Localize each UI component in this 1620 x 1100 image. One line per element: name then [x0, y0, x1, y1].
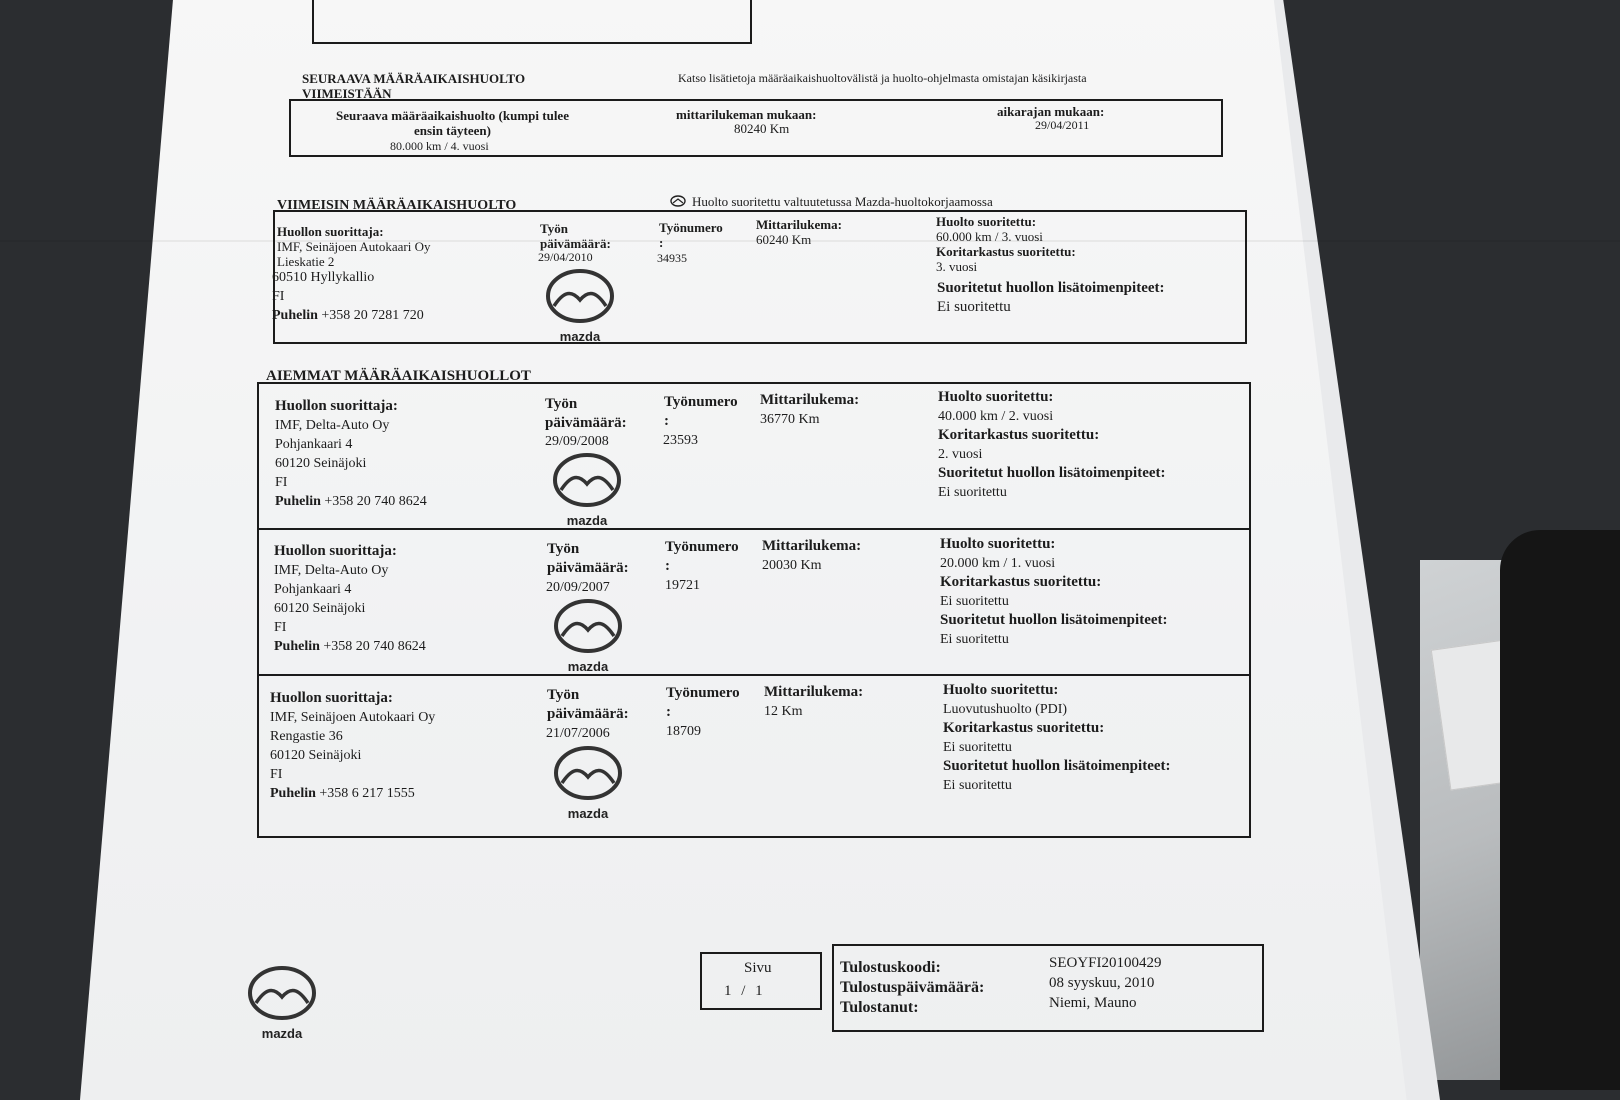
previous-odo-label: Mittarilukema: [760, 392, 860, 408]
previous-job-label: Työnumero : [664, 394, 738, 429]
row-divider [259, 528, 1249, 530]
previous-date-label: Työn päivämäärä: [547, 541, 629, 576]
latest-service-heading: VIIMEISIN MÄÄRÄAIKAISHUOLTO [277, 198, 517, 213]
page-number: 1 / 1 [724, 983, 763, 999]
previous-service-details: Huolto suoritettu: 40.000 km / 2. vuosi Koritarkastus suoritettu: 2. vuosi Suoritetut huollon lisätoimenpiteet: Ei suoritettu [938, 389, 1166, 500]
next-service-interval: 80.000 km / 4. vuosi [390, 139, 489, 153]
latest-job: 34935 [657, 251, 687, 265]
latest-odo: 60240 Km [756, 232, 812, 247]
previous-performer: Huollon suorittaja: IMF, Delta-Auto Oy Pohjankaari 4 60120 Seinäjoki FI Puhelin +358 20 740 8624 [274, 543, 426, 654]
previous-odo-label: Mittarilukema: [762, 538, 862, 554]
latest-address: 60510 Hyllykallio FI Puhelin +358 20 7281 720 [272, 270, 424, 323]
previous-odo-label: Mittarilukema: [764, 684, 864, 700]
latest-date-label: Työn päivämäärä: [540, 221, 611, 251]
mazda-logo-previous: mazda [551, 452, 623, 528]
previous-job-label: Työnumero : [665, 539, 739, 574]
previous-service-details: Huolto suoritettu: Luovutushuolto (PDI) Koritarkastus suoritettu: Ei suoritettu Suoritetut huollon lisätoimenpiteet: Ei suoritettu [943, 682, 1171, 793]
mazda-logo-latest: mazda [544, 268, 616, 344]
previous-odo: 36770 Km [760, 412, 820, 427]
print-info-values: SEOYFI20100429 08 syyskuu, 2010 Niemi, Mauno [1049, 955, 1162, 1011]
previous-performer: Huollon suorittaja: IMF, Delta-Auto Oy Pohjankaari 4 60120 Seinäjoki FI Puhelin +358 20 740 8624 [275, 398, 427, 509]
previous-odo: 20030 Km [762, 558, 822, 573]
previous-odo: 12 Km [764, 704, 803, 719]
previous-job: 18709 [666, 724, 701, 739]
next-service-label: Seuraava määräaikaishuolto (kumpi tulee ensin täyteen) [336, 108, 569, 138]
previous-job: 23593 [663, 433, 698, 448]
latest-job-label: Työnumero : [659, 220, 723, 250]
mazda-logo-icon [552, 745, 624, 801]
latest-extra: Suoritetut huollon lisätoimenpiteet: Ei suoritettu [937, 280, 1165, 315]
previous-date-label: Työn päivämäärä: [547, 687, 629, 722]
page-label: Sivu [744, 960, 772, 976]
next-time-value: 29/04/2011 [1035, 118, 1090, 132]
next-service-heading: SEURAAVA MÄÄRÄAIKAISHUOLTO VIIMEISTÄÄN [302, 71, 526, 101]
top-blank-box [312, 0, 752, 44]
next-odometer-value: 80240 Km [734, 121, 790, 136]
latest-performer: Huollon suorittaja: IMF, Seinäjoen Autokaari Oy Lieskatie 2 [277, 224, 431, 269]
previous-date: 29/09/2008 [545, 434, 609, 449]
mazda-logo-footer: mazda [246, 965, 318, 1041]
previous-job: 19721 [665, 578, 700, 593]
mazda-logo-icon [544, 268, 616, 324]
mazda-logo-icon [246, 965, 318, 1021]
latest-date: 29/04/2010 [538, 250, 593, 264]
previous-job-label: Työnumero : [666, 685, 740, 720]
mazda-logo-icon [551, 452, 623, 508]
previous-date: 20/09/2007 [546, 580, 610, 595]
previous-performer: Huollon suorittaja: IMF, Seinäjoen Autokaari Oy Rengastie 36 60120 Seinäjoki FI Puhelin +358 6 217 1555 [270, 690, 436, 801]
previous-date: 21/07/2006 [546, 726, 610, 741]
authorized-note: Huolto suoritettu valtuutetussa Mazda-huoltokorjaamossa [670, 194, 993, 211]
previous-service-details: Huolto suoritettu: 20.000 km / 1. vuosi Koritarkastus suoritettu: Ei suoritettu Suoritetut huollon lisätoimenpiteet: Ei suoritettu [940, 536, 1168, 647]
next-time-label: aikarajan mukaan: [997, 104, 1105, 119]
mazda-badge-icon [670, 195, 686, 211]
latest-odo-label: Mittarilukema: [756, 217, 842, 232]
next-service-note: Katso lisätietoja määräaikaishuoltovälistä ja huolto-ohjelmasta omistajan käsikirjasta [678, 71, 1087, 85]
mazda-logo-previous: mazda [552, 598, 624, 674]
previous-date-label: Työn päivämäärä: [545, 396, 627, 431]
mazda-logo-icon [552, 598, 624, 654]
latest-service-details: Huolto suoritettu: 60.000 km / 3. vuosi Koritarkastus suoritettu: 3. vuosi [936, 214, 1076, 274]
next-odometer-label: mittarilukeman mukaan: [676, 107, 817, 122]
print-info-labels: Tulostuskoodi: Tulostuspäivämäärä: Tulostanut: [840, 959, 985, 1016]
mazda-logo-previous: mazda [552, 745, 624, 821]
previous-services-heading: AIEMMAT MÄÄRÄAIKAISHUOLLOT [266, 368, 531, 384]
background-bag [1500, 530, 1620, 1090]
row-divider [259, 674, 1249, 676]
